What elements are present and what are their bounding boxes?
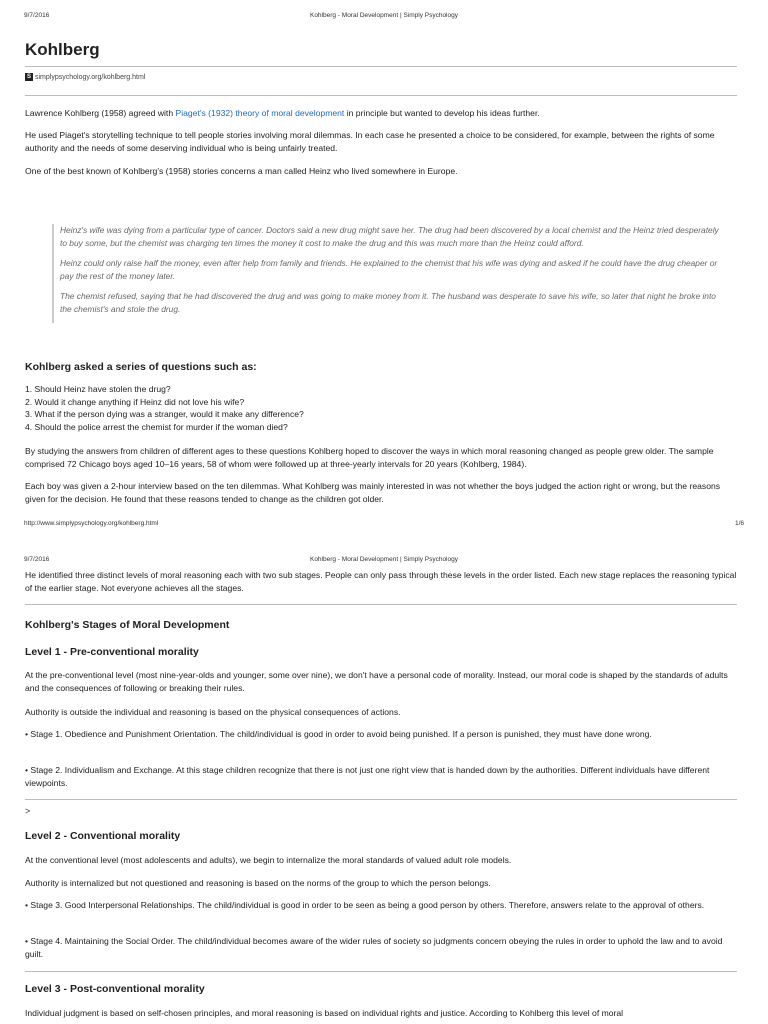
- paragraph-levels: He identified three distinct levels of moral reasoning each with two sub stages. People can only pass through these levels in the order listed. Each new stage replaces the reasoning typical of the earlier stage. Not everyone achieves all the stages.: [25, 570, 737, 593]
- stage3-item: • Stage 3. Good Interpersonal Relationships. The child/individual is good in order to be seen as being a good person by others. Therefore, answers relate to the approval of others.: [25, 900, 705, 910]
- header-title: Kohlberg - Moral Development | Simply Psychology: [309, 12, 458, 19]
- questions-heading: Kohlberg asked a series of questions such as:: [25, 361, 257, 373]
- header-date: 9/7/2016: [24, 12, 50, 19]
- section-divider: [25, 604, 737, 605]
- header-title: Kohlberg - Moral Development | Simply Psychology: [309, 556, 458, 563]
- stage1-item: • Stage 1. Obedience and Punishment Orientation. The child/individual is good in order to avoid being punished. If a person is punished, they must have done wrong.: [25, 729, 652, 739]
- questions-list: [25, 383, 304, 433]
- header-date: 9/7/2016: [24, 556, 50, 563]
- heinz-blockquote: [52, 224, 720, 323]
- list-item: 4. Should the police arrest the chemist for murder if the woman died?: [25, 421, 288, 432]
- page2-header: [0, 556, 768, 570]
- footer-url[interactable]: http://www.simplypsychology.org/kohlberg.html: [24, 520, 159, 527]
- paragraph-study: By studying the answers from children of different ages to these questions Kohlberg hoped to discover the ways in which moral reasoning changed as people grew older. The sample comprised 72 Chicago boys aged 10–16 years, 58 of whom were followed up at three-yearly intervals for 20 years (Kohlberg, 1984).: [25, 446, 714, 469]
- level2-heading: Level 2 - Conventional morality: [25, 830, 181, 842]
- title-divider: [25, 66, 737, 67]
- list-item: 2. Would it change anything if Heinz did not love his wife?: [25, 396, 245, 407]
- source-divider: [25, 95, 737, 96]
- footer-page-number: 1/6: [734, 520, 744, 527]
- level3-paragraph: Individual judgment is based on self-chosen principles, and moral reasoning is based on individual rights and justice. According to Kohlberg this level of moral: [25, 1008, 624, 1018]
- source-url[interactable]: simplypsychology.org/kohlberg.html: [35, 73, 146, 81]
- level3-heading: Level 3 - Post-conventional morality: [25, 983, 205, 995]
- stages-heading: Kohlberg's Stages of Moral Development: [25, 619, 230, 631]
- level1-authority: Authority is outside the individual and reasoning is based on the physical consequences of actions.: [25, 707, 401, 717]
- level-divider: [25, 799, 737, 800]
- level2-paragraph: At the conventional level (most adolescents and adults), we begin to internalize the moral standards of valued adult role models.: [25, 855, 512, 865]
- page1-header: [0, 12, 768, 26]
- level2-authority: Authority is internalized but not questioned and reasoning is based on the norms of the group to which the person belongs.: [25, 878, 491, 888]
- quote-paragraph: The chemist refused, saying that he had discovered the drug and was going to make money from it. The husband was desperate to save his wife, so later that night he broke into the chemist's and stole the drug.: [60, 291, 716, 314]
- quote-paragraph: Heinz could only raise half the money, even after help from family and friends. He explained to the chemist that his wife was dying and asked if he could have the drug cheaper or pay the rest of the money later.: [60, 258, 718, 281]
- intro-suffix: in principle but wanted to develop his ideas further.: [344, 108, 540, 118]
- intro-prefix: Lawrence Kohlberg (1958) agreed with: [25, 108, 176, 118]
- chevron-right-icon[interactable]: >: [25, 806, 31, 816]
- page-title: Kohlberg: [25, 40, 100, 59]
- paragraph-interview: Each boy was given a 2-hour interview based on the ten dilemmas. What Kohlberg was mainly interested in was not whether the boys judged the action right or wrong, but the reasons given for the decision. He found that these reasons tended to change as the children got older.: [25, 481, 721, 504]
- level1-paragraph: At the pre-conventional level (most nine-year-olds and younger, some over nine), we don't have a personal code of morality. Instead, our moral code is shaped by the standards of adults and the consequences of following or breaking their rules.: [25, 670, 728, 693]
- piaget-link[interactable]: Piaget's (1932) theory of moral development: [175, 108, 345, 118]
- paragraph-storytelling: He used Piaget's storytelling technique to tell people stories involving moral dilemmas. In each case he presented a choice to be considered, for example, between the rights of some authority and the needs of some deserving individual who is being unfairly treated.: [25, 130, 715, 153]
- paragraph-heinz-intro: One of the best known of Kohlberg's (1958) stories concerns a man called Heinz who lived somewhere in Europe.: [25, 166, 458, 176]
- site-favicon-icon: S: [26, 74, 31, 80]
- source-line[interactable]: [25, 73, 145, 81]
- level-divider: [25, 971, 737, 972]
- level1-heading: Level 1 - Pre-conventional morality: [25, 646, 199, 658]
- stage2-item: • Stage 2. Individualism and Exchange. At this stage children recognize that there is not just one right view that is handed down by the authorities. Different individuals have different viewpoints.: [25, 765, 710, 788]
- intro-paragraph: [25, 107, 737, 120]
- list-item: 3. What if the person dying was a stranger, would it make any difference?: [25, 409, 304, 420]
- stage4-item: • Stage 4. Maintaining the Social Order. The child/individual becomes aware of the wider rules of society so judgments concern obeying the rules in order to uphold the law and to avoid guilt.: [25, 936, 723, 959]
- list-item: 1. Should Heinz have stolen the drug?: [25, 384, 171, 394]
- quote-paragraph: Heinz's wife was dying from a particular type of cancer. Doctors said a new drug might save her. The drug had been discovered by a local chemist and the Heinz tried desperately to buy some, but the chemist was charging ten times the money it cost to make the drug and this was much more than the Heinz could afford.: [60, 225, 719, 248]
